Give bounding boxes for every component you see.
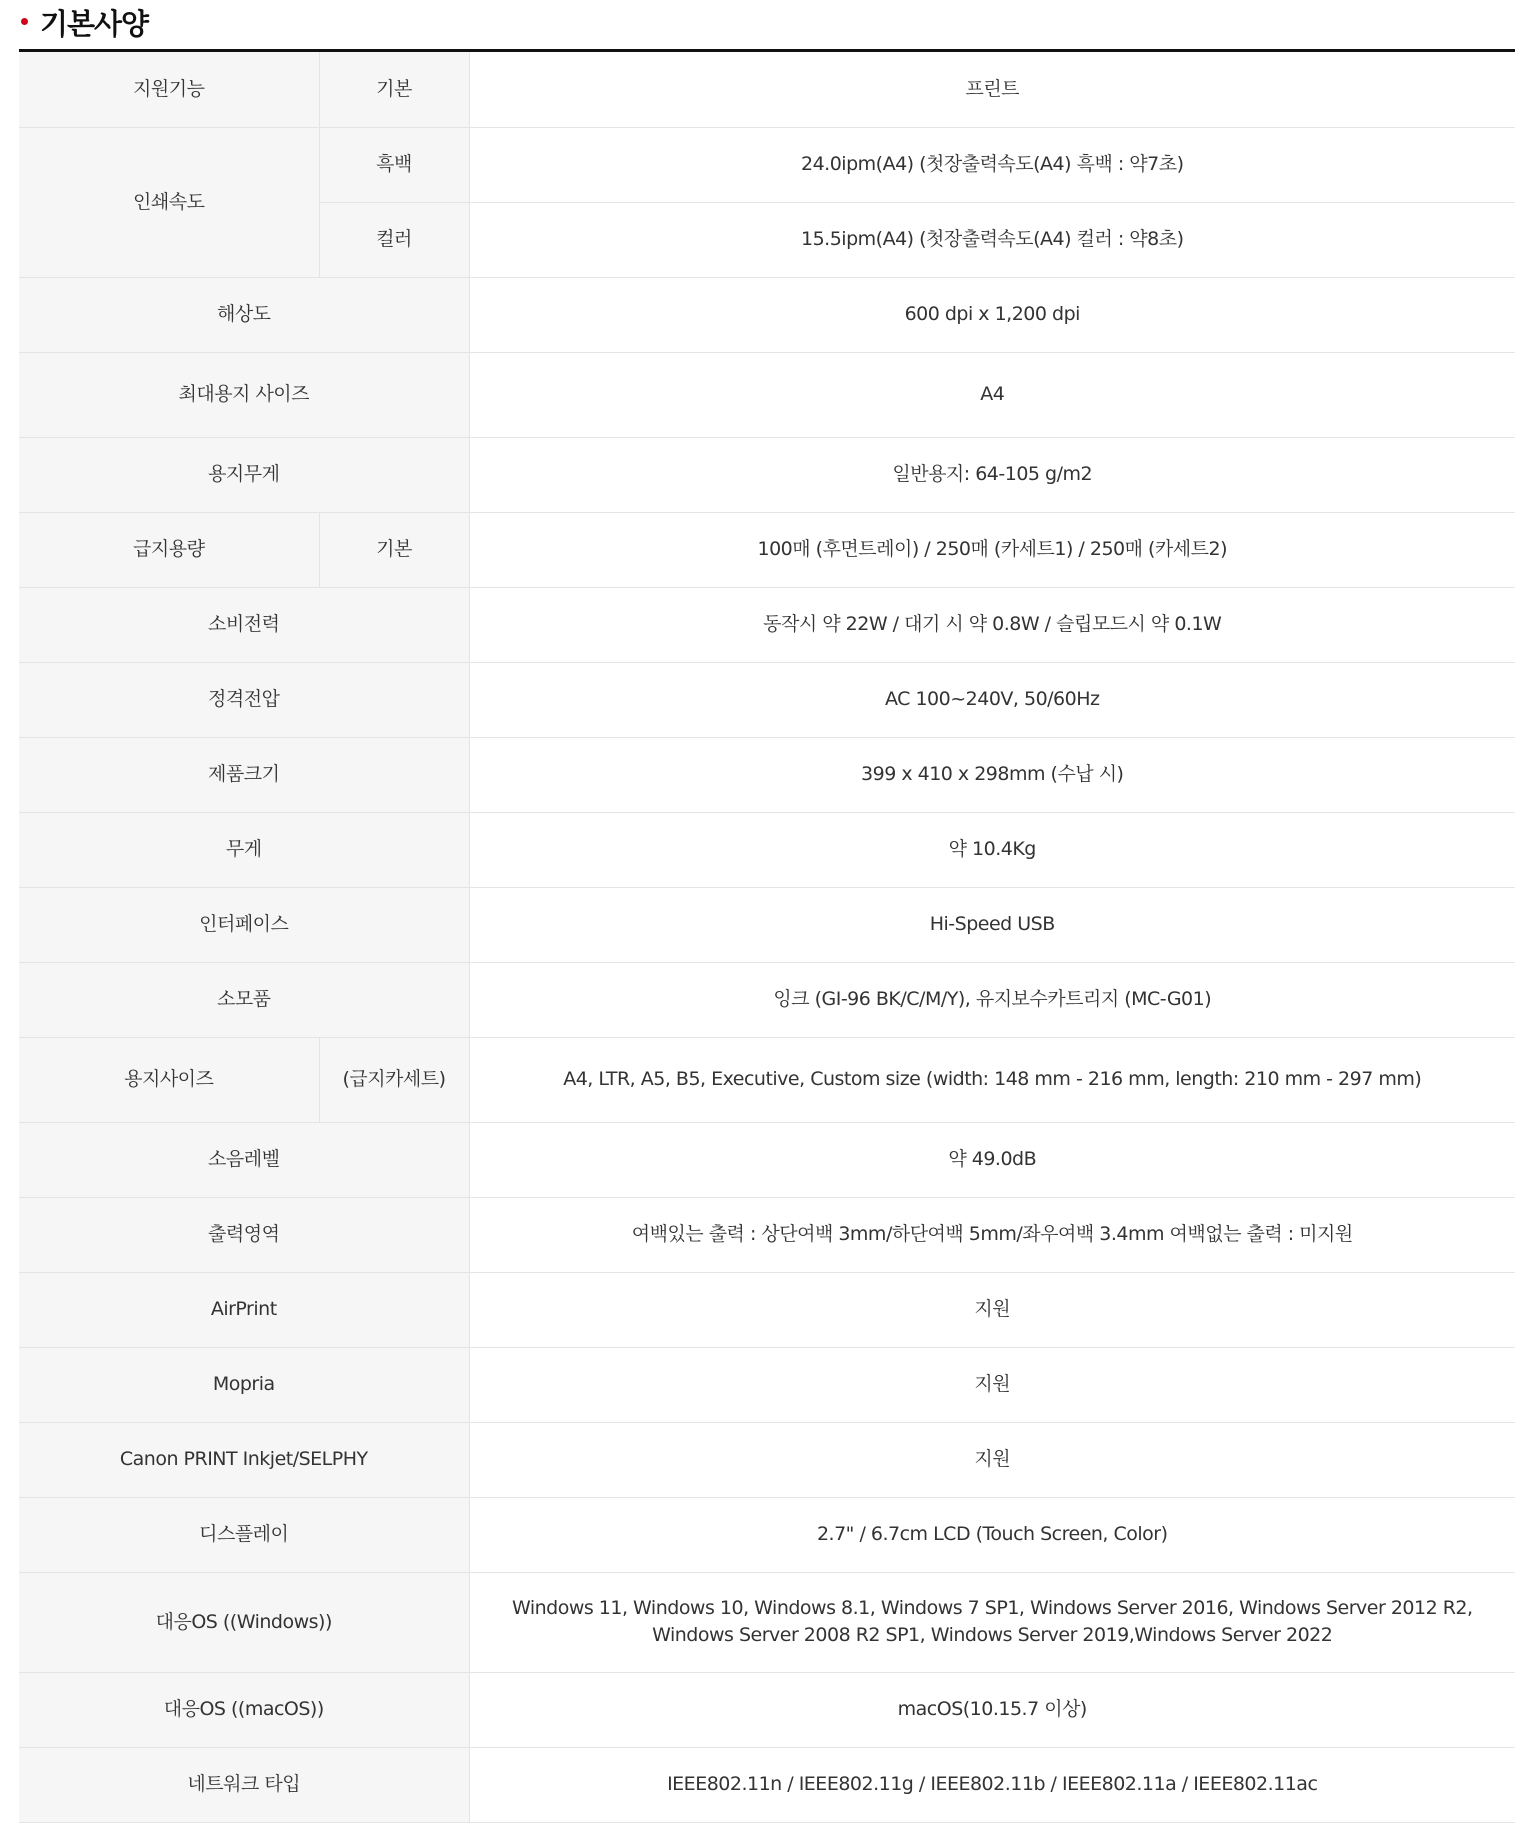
spec-value: 일반용지: 64-105 g/m2 (469, 437, 1515, 512)
spec-value: 100매 (후면트레이) / 250매 (카세트1) / 250매 (카세트2) (469, 512, 1515, 587)
spec-label: 인터페이스 (19, 887, 469, 962)
spec-value: A4 (469, 352, 1515, 437)
spec-label: 소모품 (19, 962, 469, 1037)
spec-label: 대응OS ((macOS)) (19, 1672, 469, 1747)
spec-row (19, 352, 1515, 437)
spec-sublabel: 흑백 (319, 127, 469, 202)
section-title: 기본사양 (40, 7, 149, 41)
section-header (19, 0, 1515, 52)
spec-row (19, 662, 1515, 737)
spec-row (19, 52, 1515, 127)
spec-sublabel: 기본 (319, 52, 469, 127)
spec-value: 잉크 (GI-96 BK/C/M/Y), 유지보수카트리지 (MC-G01) (469, 962, 1515, 1037)
spec-value: IEEE802.11n / IEEE802.11g / IEEE802.11b / IEEE802.11a / IEEE802.11ac (469, 1747, 1515, 1822)
spec-row (19, 1347, 1515, 1422)
spec-row (19, 1497, 1515, 1572)
spec-label: AirPrint (19, 1272, 469, 1347)
spec-row (19, 587, 1515, 662)
spec-label: 용지무게 (19, 437, 469, 512)
spec-sublabel: 기본 (319, 512, 469, 587)
spec-row (19, 1422, 1515, 1497)
spec-value: 24.0ipm(A4) (첫장출력속도(A4) 흑백 : 약7초) (469, 127, 1515, 202)
spec-label: 급지용량 (19, 512, 319, 587)
spec-label: 최대용지 사이즈 (19, 352, 469, 437)
spec-row (19, 1272, 1515, 1347)
spec-sublabel: 컬러 (319, 202, 469, 277)
spec-label: 용지사이즈 (19, 1037, 319, 1122)
spec-value: Hi-Speed USB (469, 887, 1515, 962)
spec-label: 무게 (19, 812, 469, 887)
spec-row (19, 1572, 1515, 1672)
spec-label: 네트워크 타입 (19, 1747, 469, 1822)
spec-value: macOS(10.15.7 이상) (469, 1672, 1515, 1747)
spec-value: 600 dpi x 1,200 dpi (469, 277, 1515, 352)
bullet-dot-icon (21, 18, 28, 25)
spec-row (19, 1122, 1515, 1197)
spec-row (19, 1037, 1515, 1122)
spec-value: 2.7" / 6.7cm LCD (Touch Screen, Color) (469, 1497, 1515, 1572)
spec-row (19, 512, 1515, 587)
spec-value: A4, LTR, A5, B5, Executive, Custom size (width: 148 mm - 216 mm, length: 210 mm - 297 mm) (469, 1037, 1515, 1122)
spec-value: 약 49.0dB (469, 1122, 1515, 1197)
spec-row (19, 127, 1515, 202)
spec-row (19, 962, 1515, 1037)
spec-row (19, 887, 1515, 962)
spec-label: 해상도 (19, 277, 469, 352)
spec-label: 지원기능 (19, 52, 319, 127)
spec-label: 대응OS ((Windows)) (19, 1572, 469, 1672)
spec-label: 출력영역 (19, 1197, 469, 1272)
spec-value: 15.5ipm(A4) (첫장출력속도(A4) 컬러 : 약8초) (469, 202, 1515, 277)
spec-value: 399 x 410 x 298mm (수납 시) (469, 737, 1515, 812)
spec-value: Windows 11, Windows 10, Windows 8.1, Windows 7 SP1, Windows Server 2016, Windows Server 2012 R2, Windows Server 2008 R2 SP1, Windows Server 2019,Windows Server 2022 (469, 1572, 1515, 1672)
spec-label: 인쇄속도 (19, 127, 319, 277)
spec-label: 디스플레이 (19, 1497, 469, 1572)
spec-row (19, 1672, 1515, 1747)
spec-row (19, 812, 1515, 887)
spec-row (19, 277, 1515, 352)
spec-value: 프린트 (469, 52, 1515, 127)
spec-row (19, 437, 1515, 512)
spec-row (19, 1197, 1515, 1272)
spec-value: 여백있는 출력 : 상단여백 3mm/하단여백 5mm/좌우여백 3.4mm 여백없는 출력 : 미지원 (469, 1197, 1515, 1272)
spec-value: 약 10.4Kg (469, 812, 1515, 887)
spec-row (19, 737, 1515, 812)
spec-label: 소음레벨 (19, 1122, 469, 1197)
spec-label: Mopria (19, 1347, 469, 1422)
spec-sublabel: (급지카세트) (319, 1037, 469, 1122)
spec-row (19, 1747, 1515, 1822)
spec-label: 제품크기 (19, 737, 469, 812)
spec-value: 지원 (469, 1272, 1515, 1347)
spec-value: AC 100~240V, 50/60Hz (469, 662, 1515, 737)
spec-label: 정격전압 (19, 662, 469, 737)
spec-value: 지원 (469, 1422, 1515, 1497)
spec-label: 소비전력 (19, 587, 469, 662)
spec-value: 지원 (469, 1347, 1515, 1422)
spec-table (19, 52, 1515, 1823)
spec-label: Canon PRINT Inkjet/SELPHY (19, 1422, 469, 1497)
spec-value: 동작시 약 22W / 대기 시 약 0.8W / 슬립모드시 약 0.1W (469, 587, 1515, 662)
